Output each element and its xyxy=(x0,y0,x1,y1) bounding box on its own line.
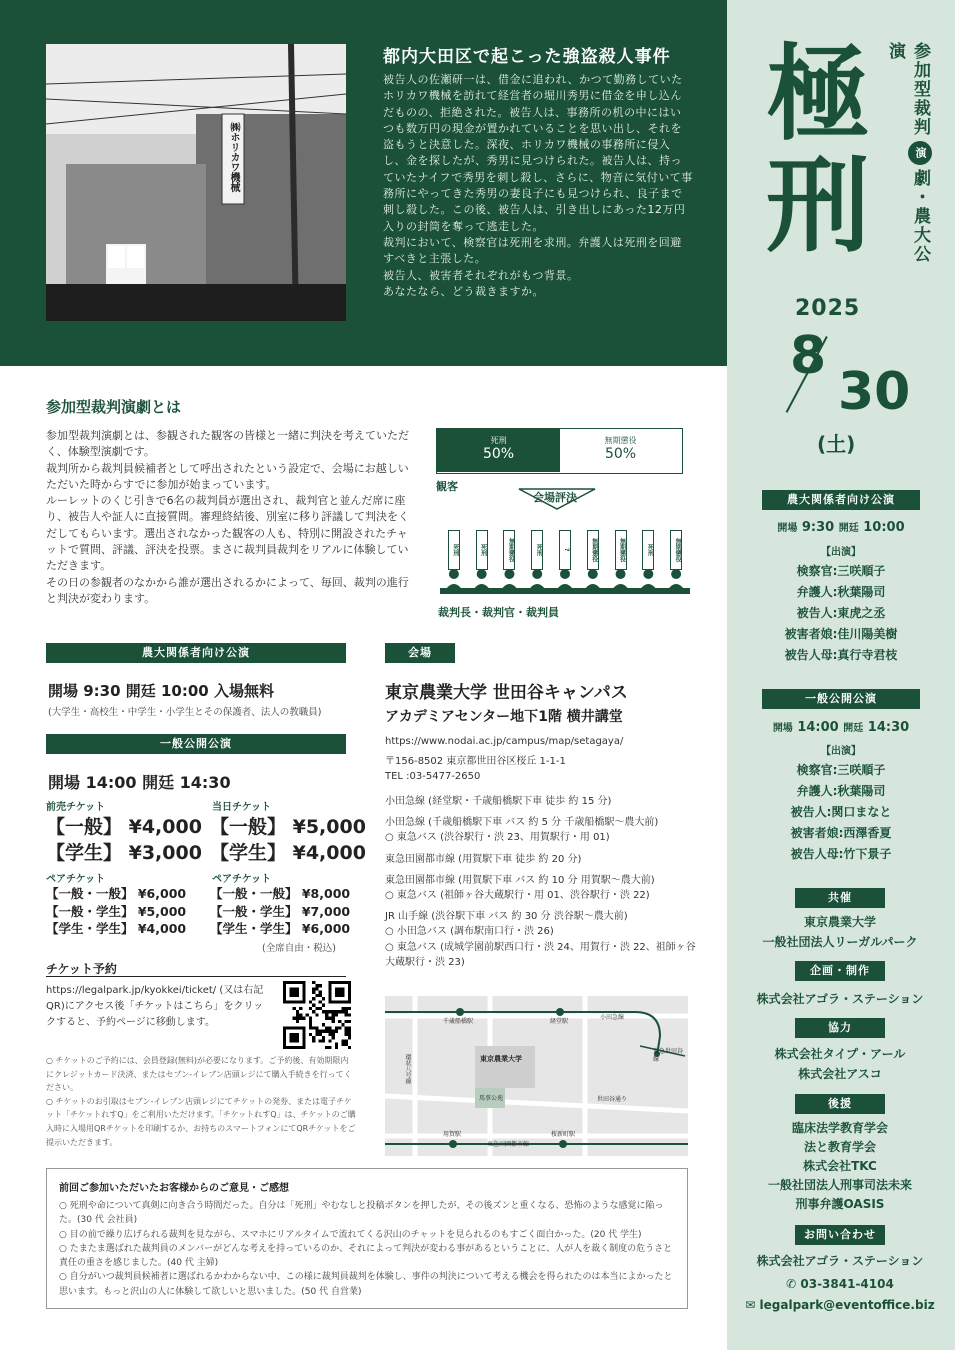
access-line: ○ 東急バス (渋谷駅行・渋 23、用賀駅行・用 01) xyxy=(385,832,610,844)
venue-name: 東京農業大学 世田谷キャンパス xyxy=(385,683,628,703)
map-label: 世田谷通り xyxy=(597,1096,628,1103)
org-name: 一般社団法人リーガルパーク xyxy=(762,935,918,949)
judge-vote-card: 死刑 xyxy=(642,530,654,570)
general-time: 開場 14:00 開廷 14:30 xyxy=(48,773,231,792)
about-paragraph: 裁判所から裁判員候補者として呼出されたという設定で、会場にお越しいただいた時からすでに参加が始まっています。 xyxy=(46,461,409,491)
judge-vote-card: 無期懲役 xyxy=(615,530,627,570)
nodai-performance-bar: 農大関係者向け公演 xyxy=(46,643,346,663)
ticket-note: ○ チケットのご予約には、会員登録(無料)が必要になります。ご予約後、有効期限内にクレジットカード決済、またはセブン-イレブン店頭レジにて購入手続きを行ってください。 xyxy=(46,1056,352,1093)
access-line: 小田急線 (経堂駅・千歳船橋駅下車 徒歩 約 15 分) xyxy=(385,796,612,807)
photo-sign: ㈱ホリカワ機械 xyxy=(228,122,239,192)
org-name: 株式会社タイプ・アール xyxy=(774,1047,906,1061)
pair-advance-label: ペアチケット xyxy=(46,874,106,885)
verdict-result-box xyxy=(436,428,683,474)
map-label: 東京農業大学 xyxy=(480,1055,522,1063)
producer-label: 企画・制作 xyxy=(795,961,885,981)
case-paragraph: 被告人、被害者それぞれがもつ背景。 xyxy=(383,268,579,282)
cast-item: 検察官:三咲順子 xyxy=(796,564,886,578)
map-label: 東急世田谷線 xyxy=(653,1048,684,1063)
cooperation-label: 協力 xyxy=(795,1018,885,1038)
subtitle-part: 参加型裁判 xyxy=(910,42,930,137)
cast-list-general xyxy=(762,760,920,865)
judge-cards xyxy=(440,530,690,576)
support-list xyxy=(740,1119,940,1214)
event-year: 2025 xyxy=(795,296,861,321)
venue-hall: アカデミアセンター地下1階 横井講堂 xyxy=(385,709,623,725)
case-paragraph: あなたなら、どう裁きますか。 xyxy=(383,284,544,298)
cast-item: 弁護人:秋葉陽司 xyxy=(796,784,886,798)
case-description xyxy=(383,72,693,300)
access-line: 小田急線 (千歳船橋駅下車 バス 約 5 分 千歳船橋駅〜農大前) xyxy=(385,817,659,829)
qr-code[interactable] xyxy=(283,981,351,1049)
subtitle-part: 劇・農大公演 xyxy=(885,42,930,264)
venue-zip: 〒156-8502 東京都世田谷区桜丘 1-1-1 xyxy=(385,756,566,767)
cast-item: 弁護人:秋葉陽司 xyxy=(796,585,886,599)
pair-door-prices: 【一般・一般】 ¥8,000 【一般・学生】 ¥7,000 【学生・学生】 ¥6,000 xyxy=(210,886,351,936)
feedback-item: ○ 死刑や命について真剣に向き合う時間だった。自分は「死刑」やむなしと投稿ボタンを押したが、その後ズンと重くなる、恐怖のような感覚に陥った。(30 代 会社員) xyxy=(59,1201,664,1226)
nodai-note: (大学生・高校生・中学生・小学生とその保護者、法人の教職員) xyxy=(48,707,322,718)
cooperation-list xyxy=(740,1044,940,1084)
subtitle-ruby-badge: 演 xyxy=(908,141,932,165)
access-line: 東急田園都市線 (用賀駅下車 バス 約 10 分 用賀駅〜農大前) xyxy=(385,874,655,886)
mail-icon: ✉ xyxy=(745,1298,760,1312)
side-section-general: 一般公開公演 xyxy=(762,689,920,709)
pair-door-label: ペアチケット xyxy=(212,874,272,885)
event-weekday: (土) xyxy=(817,432,856,456)
case-paragraph: 被告人の佐瀬研一は、借金に追われ、かつて勤務していたホリカワ機械を訪れて経営者の堀川秀男に借金を申し込んだものの、拒絶された。被告人は、事務所の机の中にはいつも数万円の現金が置かれていることを思い出し、それを盗もうと決意した。深夜、ホリカワ機械の事務所に侵入し、金を探したが、秀男に見つけられた。被告人は、持っていたナイフで秀男を刺し殺し、さらに、物音に気付いて事務所にやってきた秀男の妻良子にも見つけられ、良子まで刺し殺した。この後、被告人は、引き出しにあった12万円入りの封筒を奪って逃走した。 xyxy=(383,73,693,233)
feedback-item: ○ 目の前で繰り広げられる裁判を見ながら、スマホにリアルタイムで流れてくる沢山のチャットを見られるのもすごく面白かった。(20 代 学生) xyxy=(59,1229,642,1240)
pair-advance-prices: 【一般・一般】 ¥6,000 【一般・学生】 ¥5,000 【学生・学生】 ¥4,000 xyxy=(46,886,187,936)
access-line: ○ 小田急バス (調布駅南口行・渋 26) xyxy=(385,926,554,938)
judge-vote-card: 無期懲役 xyxy=(587,530,599,570)
judge-vote-card: ? xyxy=(559,530,571,570)
feedback-box xyxy=(46,1168,688,1309)
venue-bar: 会場 xyxy=(385,643,455,663)
map-label: 経堂駅 xyxy=(550,1018,569,1025)
about-title: 参加型裁判演劇とは xyxy=(46,398,182,416)
support-label: 後援 xyxy=(795,1094,885,1114)
general-performance-bar: 一般公開公演 xyxy=(46,734,346,754)
crime-scene-photo xyxy=(46,44,346,321)
case-paragraph: 裁判において、検察官は死刑を求刑。弁護人は死刑を回避すべきと主張した。 xyxy=(383,235,682,266)
org-name: 株式会社アゴラ・ステーション xyxy=(756,992,924,1006)
cast-label: 【出演】 xyxy=(821,547,861,558)
cosponsor-label: 共催 xyxy=(795,888,885,908)
org-name: 一般社団法人刑事司法未来 xyxy=(767,1178,912,1192)
audience-label: 観客 xyxy=(436,480,458,493)
main-title xyxy=(758,32,878,267)
judge-vote-card: 死刑 xyxy=(531,530,543,570)
ticket-reserve-title: チケット予約 xyxy=(46,962,117,976)
judges-label: 裁判長・裁判官・裁判員 xyxy=(438,606,559,619)
access-map xyxy=(385,996,688,1156)
venue-url[interactable]: https://www.nodai.ac.jp/campus/map/setagaya/ xyxy=(385,736,624,747)
org-name: 株式会社TKC xyxy=(803,1159,877,1173)
cast-label: 【出演】 xyxy=(821,746,861,757)
feedback-title: 前回ご参加いただいたお客様からのご意見・ご感想 xyxy=(59,1183,289,1194)
ticket-note: ○ チケットのお引取はセブン-イレブン店頭レジにてチケットの発券、または電子チケット「チケットれすQ」をご利用いただけます。「チケットれすQ」は、チケットのご購入時に入場用QRチケットを印刷するか、お持ちのスマートフォンにてQRチケットをご提示いただきます。 xyxy=(46,1096,356,1147)
venue-tel: TEL :03-5477-2650 xyxy=(385,771,481,782)
phone-icon: ✆ xyxy=(786,1277,801,1291)
cosponsor-list xyxy=(740,912,940,952)
access-line: 東急田園都市線 (用賀駅下車 徒歩 約 20 分) xyxy=(385,853,582,865)
ticket-reserve-text[interactable]: https://legalpark.jp/kyokkei/ticket/ (又は右記 QR)にアクセス後「チケットはこちら」をクリックすると、予約ページに移動します。 xyxy=(46,985,264,1028)
map-label: 千歳船橋駅 xyxy=(443,1018,474,1025)
cast-list-nodai xyxy=(762,561,920,666)
contact-org: 株式会社アゴラ・ステーション xyxy=(756,1254,924,1268)
subtitle xyxy=(883,42,933,272)
verdict-death: 死刑 50% xyxy=(437,429,560,472)
judge-vote-card: 無期懲役 xyxy=(503,530,515,570)
access-line: ○ 東急バス (祖師ヶ谷大蔵駅行・用 01、渋谷駅行・渋 22) xyxy=(385,890,650,902)
about-paragraph: ルーレットのくじ引きで6名の裁判員が選出され、裁判官と並んだ席に座り、被告人や証人に直接質問。審理終結後、別室に移り評議して判決をくだしてもらいます。選出されなかった観客の人も、特別に開設されたチャットで質問、評議、評決を投票。まさに裁判員裁判をリアルに体験していただきます。 xyxy=(46,494,409,573)
about-paragraph: 参加型裁判演劇とは、参観された観客の皆様と一緒に判決を考えていただく、体験型演劇です。 xyxy=(46,429,409,459)
cast-item: 被告人:関口まなと xyxy=(790,805,892,819)
ticket-notes xyxy=(46,1054,356,1149)
access-line: ○ 東急バス (成城学園前駅西口行・渋 24、用賀行・渋 22、祖師ヶ谷大蔵駅行・渋 23) xyxy=(385,941,696,968)
building-illustration xyxy=(46,44,346,321)
cast-item: 被告人:東虎之丞 xyxy=(796,606,886,620)
venue-vote-label: 会場評決 xyxy=(533,491,577,504)
map-label: 桜新町駅 xyxy=(551,1131,576,1138)
side-time-general: 開場 14:00 開廷 14:30 xyxy=(772,720,910,735)
map-illustration xyxy=(385,996,688,1156)
org-name: 法と教育学会 xyxy=(803,1140,876,1154)
nodai-time: 開場 9:30 開廷 10:00 入場無料 xyxy=(48,682,274,700)
door-student-price: 【学生】 ¥4,000 xyxy=(210,842,366,864)
door-general-price: 【一般】 ¥5,000 xyxy=(210,816,366,838)
contact-phone[interactable]: ✆ 03-3841-4104 xyxy=(786,1277,894,1291)
side-time-nodai: 開場 9:30 開廷 10:00 xyxy=(777,520,905,535)
divider xyxy=(46,976,346,977)
cast-item: 被害者娘:佳川陽美樹 xyxy=(784,627,898,641)
cast-item: 検察官:三咲順子 xyxy=(796,763,886,777)
main-title-char: 刑 xyxy=(765,144,870,267)
main-title-char: 極 xyxy=(765,32,870,155)
event-month: 8 xyxy=(790,326,827,386)
map-label: 小田急線 xyxy=(600,1014,625,1021)
producer-list xyxy=(740,989,940,1009)
event-day: 30 xyxy=(838,362,911,422)
org-name: 東京農業大学 xyxy=(803,915,876,929)
bench xyxy=(440,588,690,594)
org-name: 株式会社アスコ xyxy=(798,1067,882,1081)
contact-email[interactable]: ✉ legalpark@eventoffice.biz xyxy=(745,1298,935,1312)
feedback-item: ○ 自分がいつ裁判員候補者に選ばれるかわからない中、この様に裁判員裁判を体験し、事件の判決について考える機会を得られたのは本当によかったと思います。もっと沢山の人に体験して欲しいと思いました。(50 代 自営業) xyxy=(59,1272,673,1297)
advance-student-price: 【学生】 ¥3,000 xyxy=(46,842,202,864)
about-paragraph: その日の参観者のなかから誰が選出されるかによって、毎回、裁判の進行と判決が変わります。 xyxy=(46,575,409,605)
contact-label: お問い合わせ xyxy=(795,1225,885,1245)
advance-general-price: 【一般】 ¥4,000 xyxy=(46,816,202,838)
judge-vote-card: 死刑 xyxy=(476,530,488,570)
cast-item: 被害者娘:西澤香夏 xyxy=(790,826,892,840)
map-label: 馬事公苑 xyxy=(479,1095,504,1102)
case-title: 都内大田区で起こった強盗殺人事件 xyxy=(383,47,671,67)
access-info xyxy=(385,794,705,970)
org-name: 臨床法学教育学会 xyxy=(791,1121,888,1135)
advance-ticket-label: 前売チケット xyxy=(46,802,106,813)
access-line: JR 山手線 (渋谷駅下車 バス 約 30 分 渋谷駅〜農大前) xyxy=(385,911,628,923)
cast-item: 被告人母:真行寺君枝 xyxy=(784,648,898,662)
cast-item: 被告人母:竹下景子 xyxy=(790,847,892,861)
map-label: 東急田園都市線 xyxy=(487,1141,530,1148)
org-name: 刑事弁護OASIS xyxy=(795,1197,885,1211)
judge-vote-card: 無期懲役 xyxy=(670,530,682,570)
about-description xyxy=(46,428,412,607)
door-ticket-label: 当日チケット xyxy=(212,802,272,813)
map-label: 用賀駅 xyxy=(443,1131,462,1138)
verdict-life: 無期懲役 50% xyxy=(604,436,637,462)
judge-vote-card: 死刑 xyxy=(448,530,460,570)
seat-note: (全席自由・税込) xyxy=(262,943,336,954)
feedback-item: ○ たまたま選ばれた裁判員のメンバーがどんな考えを持っているのか、それによって判決が変わる事があるということに、人が人を裁く制度の危うさと責任の重さを感じました。(40 代 主婦) xyxy=(59,1243,673,1269)
side-section-nodai: 農大関係者向け公演 xyxy=(762,490,920,510)
map-label: 環状八号線 xyxy=(404,1054,411,1084)
